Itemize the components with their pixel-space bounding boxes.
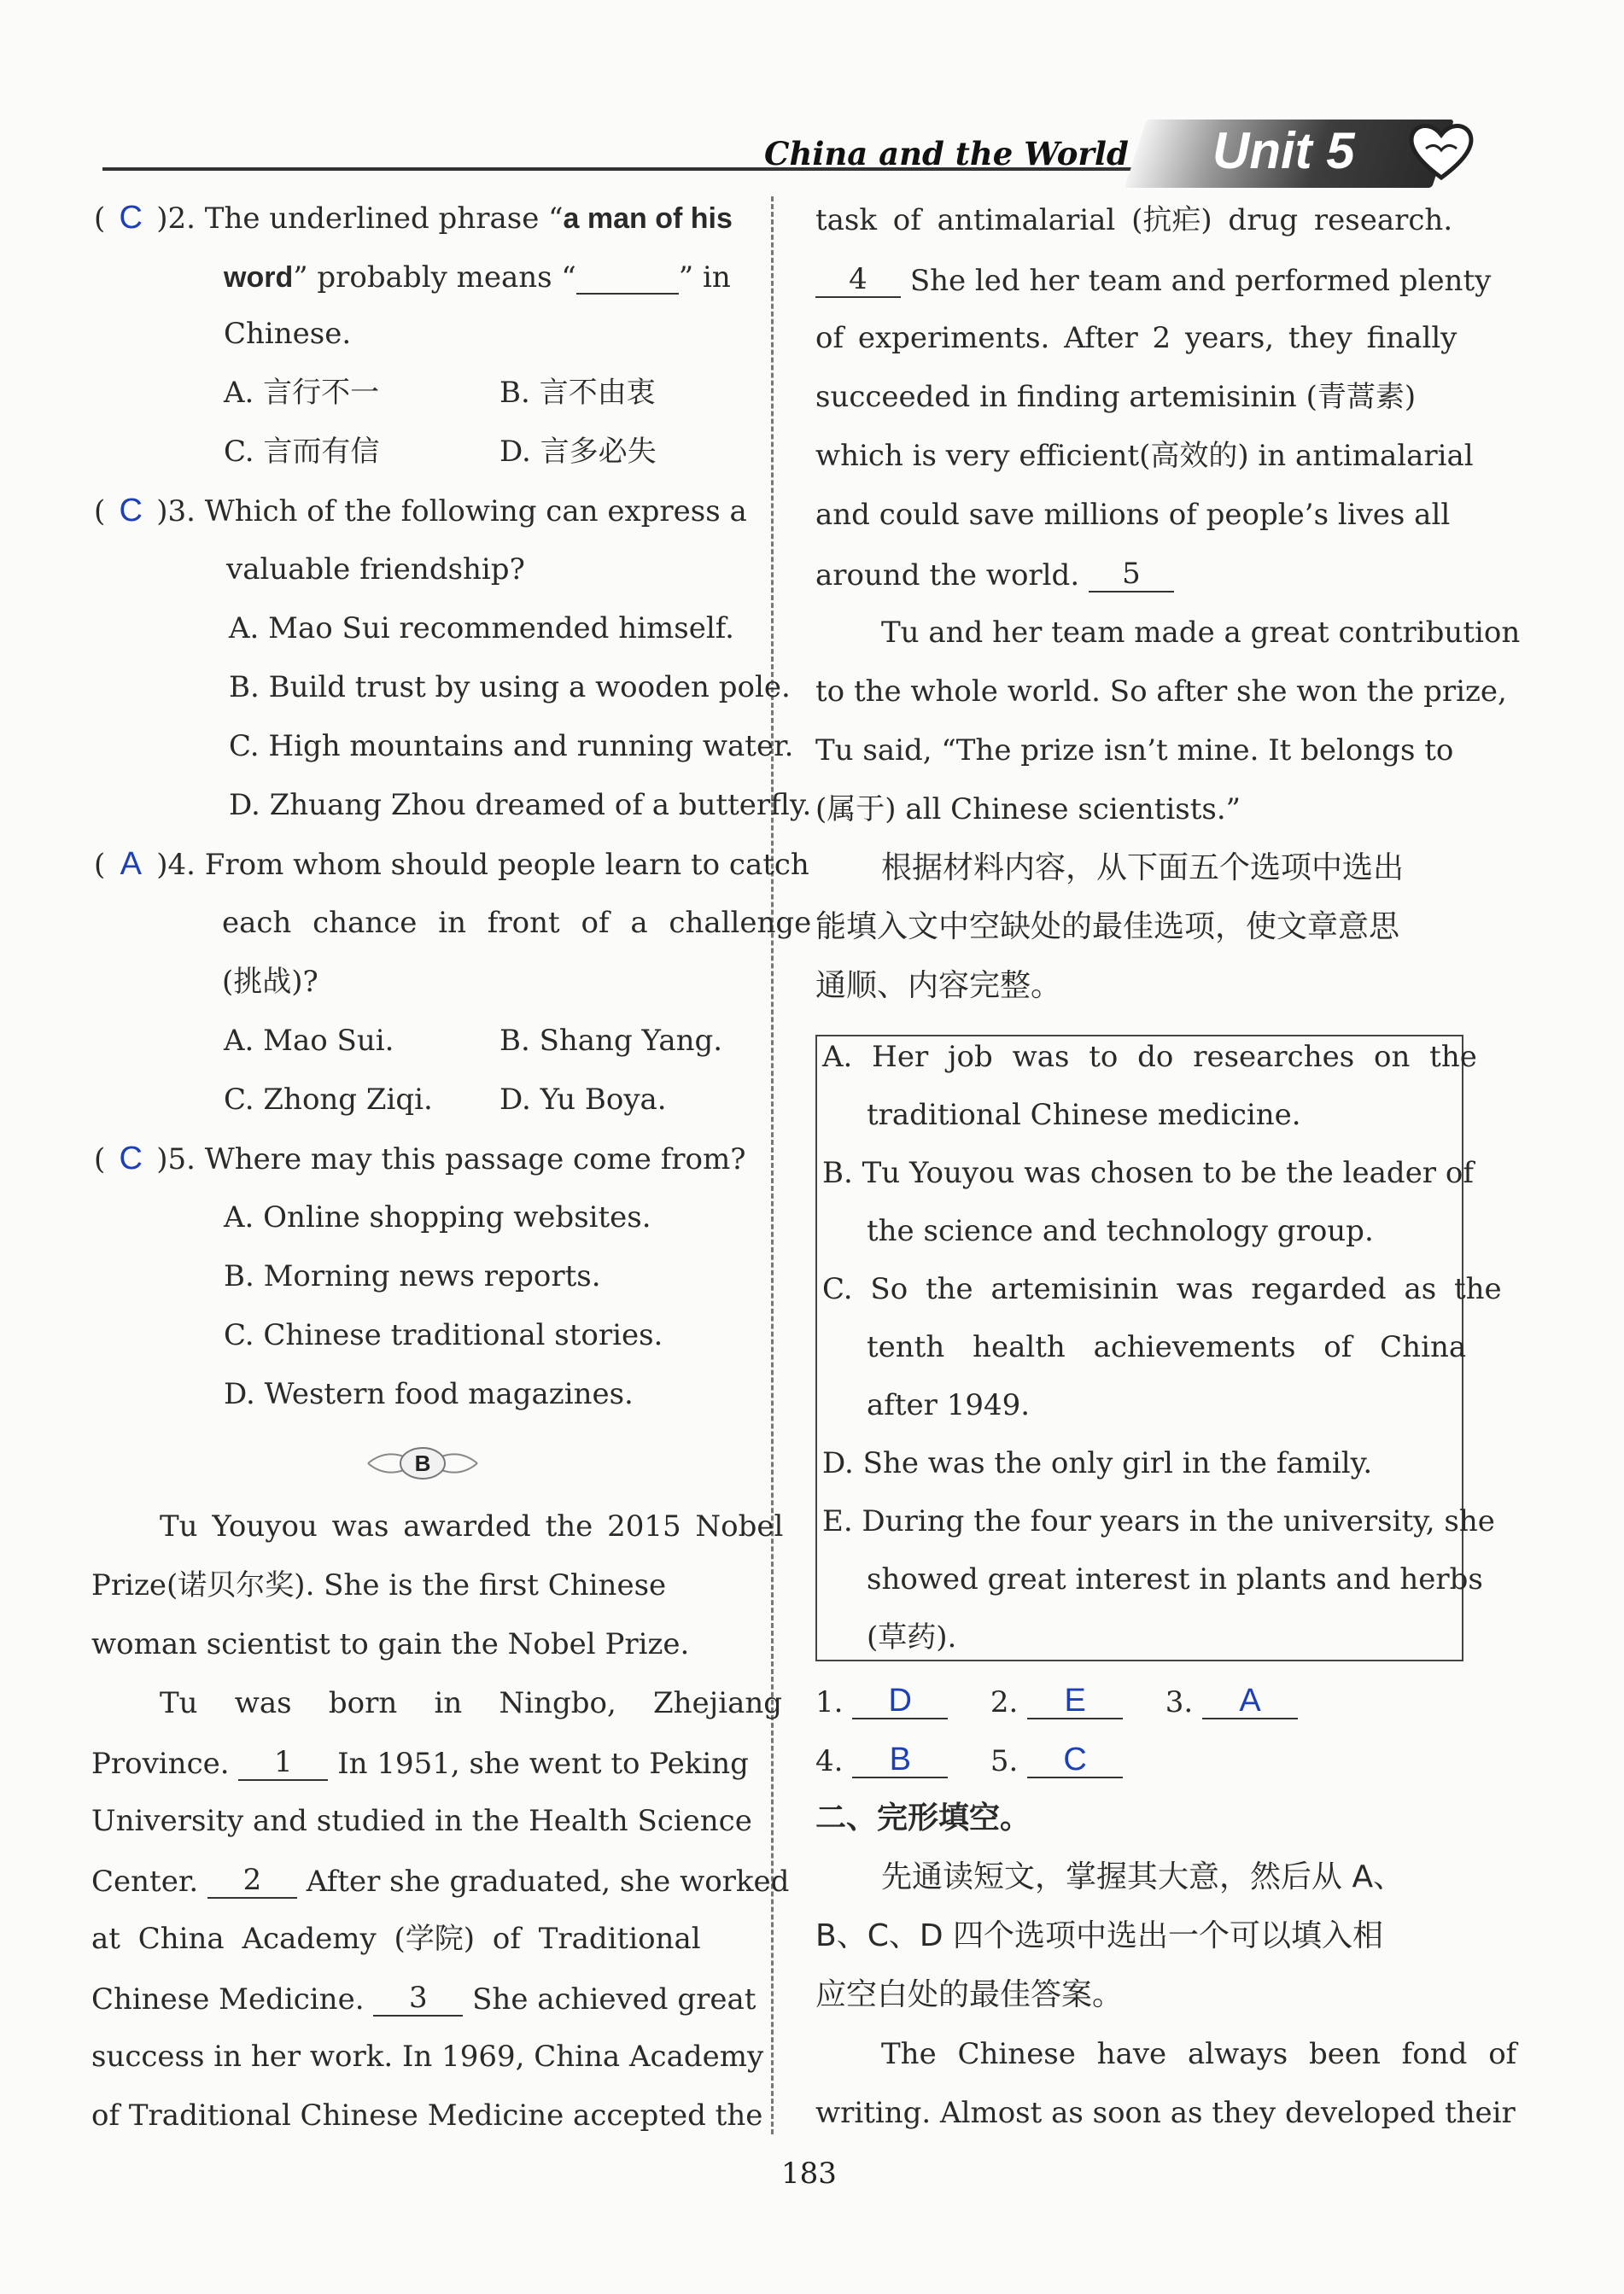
- option-a-cont: traditional Chinese medicine.: [867, 1098, 1301, 1132]
- passage-line: of Traditional Chinese Medicine accepted the: [91, 2098, 763, 2133]
- question-5: ( C )5. Where may this passage come from?: [94, 1141, 746, 1176]
- running-title: China and the World: [764, 135, 1129, 172]
- passage-line: success in her work. In 1969, China Academy: [91, 2040, 764, 2074]
- option-d: D. 言多必失: [499, 435, 657, 469]
- question-2-line3: Chinese.: [224, 317, 352, 351]
- option-a: A. Mao Sui recommended himself.: [229, 611, 734, 645]
- option-a: A. 言行不一: [224, 376, 380, 410]
- blank-5: 5: [1089, 557, 1174, 592]
- passage-line: The Chinese have always been fond of: [881, 2037, 1517, 2071]
- passage-line: succeeded in finding artemisinin (青蒿素): [815, 380, 1417, 414]
- passage-line: of experiments. After 2 years, they finally: [815, 321, 1458, 355]
- answer-2: C: [119, 200, 143, 236]
- answer-5: C: [119, 1141, 143, 1176]
- option-d: D. Western food magazines.: [224, 1377, 634, 1411]
- passage-line: to the whole world. So after she won the prize,: [815, 674, 1507, 709]
- instruction-line: 能填入文中空缺处的最佳选项，使文章意思: [815, 909, 1400, 944]
- passage-line: woman scientist to gain the Nobel Prize.: [91, 1627, 690, 1661]
- option-c: C. High mountains and running water.: [229, 729, 794, 763]
- instruction-line: 先通读短文，掌握其大意，然后从 A、: [881, 1859, 1405, 1894]
- passage-line: Tu Youyou was awarded the 2015 Nobel: [160, 1509, 784, 1544]
- answer-blank-2: E: [1027, 1684, 1123, 1719]
- option-d: D. Yu Boya.: [499, 1083, 667, 1117]
- blank-2: 2: [207, 1863, 297, 1899]
- question-4-line2: each chance in front of a challenge: [222, 906, 812, 940]
- passage-line: Center. 2 After she graduated, she worked: [91, 1863, 790, 1899]
- question-2: ( C )2. The underlined phrase “a man of his: [94, 200, 733, 236]
- answer-row-2: 4. B 5. C: [815, 1742, 1123, 1778]
- question-3: ( C )3. Which of the following can express a: [94, 493, 747, 528]
- instruction-line: 通顺、内容完整。: [815, 968, 1062, 1003]
- option-e-cont: (草药).: [867, 1620, 957, 1655]
- passage-line: 4 She led her team and performed plenty: [815, 262, 1491, 298]
- option-c: C. 言而有信: [224, 435, 380, 469]
- section-2-title: 二、完形填空。: [815, 1801, 1031, 1836]
- passage-line: Prize(诺贝尔奖). She is the first Chinese: [91, 1568, 667, 1602]
- passage-line: Chinese Medicine. 3 She achieved great: [91, 1981, 757, 2017]
- option-b: B. 言不由衷: [499, 376, 656, 410]
- option-b-cont: the science and technology group.: [867, 1214, 1374, 1248]
- passage-line: and could save millions of people’s lives all: [815, 498, 1451, 532]
- option-d: D. Zhuang Zhou dreamed of a butterfly.: [229, 788, 812, 822]
- option-a: A. Online shopping websites.: [224, 1200, 651, 1235]
- passage-line: which is very efficient(高效的) in antimalarial: [815, 439, 1474, 473]
- question-4: ( A )4. From whom should people learn to catch: [94, 846, 809, 882]
- passage-line: task of antimalarial (抗疟) drug research.: [815, 203, 1453, 237]
- instruction-line: 应空白处的最佳答案。: [815, 1977, 1124, 2012]
- option-c-cont: after 1949.: [867, 1388, 1031, 1422]
- column-divider: [771, 196, 774, 2134]
- option-e: E. During the four years in the university, she: [822, 1504, 1495, 1538]
- heart-icon: [1407, 120, 1475, 181]
- blank: [576, 259, 679, 295]
- option-b: B. Shang Yang.: [499, 1024, 723, 1058]
- question-2-line2: word” probably means “ ” in: [224, 260, 731, 295]
- answer-blank-1: D: [852, 1684, 948, 1719]
- blank-1: 1: [238, 1745, 328, 1781]
- option-c: C. So the artemisinin was regarded as the: [822, 1272, 1502, 1306]
- option-c: C. Chinese traditional stories.: [224, 1318, 663, 1352]
- page-number: 183: [781, 2157, 837, 2191]
- passage-line: (属于) all Chinese scientists.”: [815, 792, 1241, 826]
- option-c: C. Zhong Ziqi.: [224, 1083, 433, 1117]
- answer-row-1: 1. D 2. E 3. A: [815, 1684, 1298, 1719]
- option-a: A. Her job was to do researches on the: [822, 1040, 1477, 1074]
- option-e-cont: showed great interest in plants and herbs: [867, 1562, 1483, 1596]
- question-3-line2: valuable friendship?: [226, 552, 525, 587]
- passage-line: at China Academy (学院) of Traditional: [91, 1922, 701, 1956]
- passage-line: Tu was born in Ningbo, Zhejiang: [160, 1686, 783, 1720]
- option-b: B. Tu Youyou was chosen to be the leader of: [822, 1156, 1474, 1190]
- passage-line: around the world. 5: [815, 557, 1174, 592]
- option-b: B. Build trust by using a wooden pole.: [229, 670, 791, 704]
- answer-blank-5: C: [1027, 1742, 1123, 1778]
- unit-label: Unit 5: [1212, 122, 1355, 179]
- answer-blank-4: B: [852, 1742, 948, 1778]
- instruction-line: 根据材料内容，从下面五个选项中选出: [881, 850, 1405, 885]
- blank-3: 3: [373, 1981, 463, 2017]
- answer-4: A: [120, 846, 142, 882]
- option-a: A. Mao Sui.: [224, 1024, 394, 1058]
- passage-line: Tu said, “The prize isn’t mine. It belongs to: [815, 733, 1454, 768]
- answer-blank-3: A: [1202, 1684, 1298, 1719]
- passage-line: Tu and her team made a great contribution: [881, 616, 1521, 650]
- instruction-line: B、C、D 四个选项中选出一个可以填入相: [815, 1918, 1383, 1953]
- blank-4: 4: [815, 262, 901, 298]
- option-b: B. Morning news reports.: [224, 1259, 601, 1293]
- passage-line: writing. Almost as soon as they developed their: [815, 2096, 1516, 2130]
- passage-line: University and studied in the Health Science: [91, 1804, 752, 1838]
- answer-3: C: [119, 493, 143, 528]
- question-4-line3: (挑战)?: [222, 965, 318, 999]
- passage-line: Province. 1 In 1951, she went to Peking: [91, 1745, 749, 1781]
- option-d: D. She was the only girl in the family.: [822, 1446, 1373, 1480]
- section-b-label: B: [363, 1445, 482, 1482]
- option-c-cont: tenth health achievements of China: [867, 1330, 1467, 1364]
